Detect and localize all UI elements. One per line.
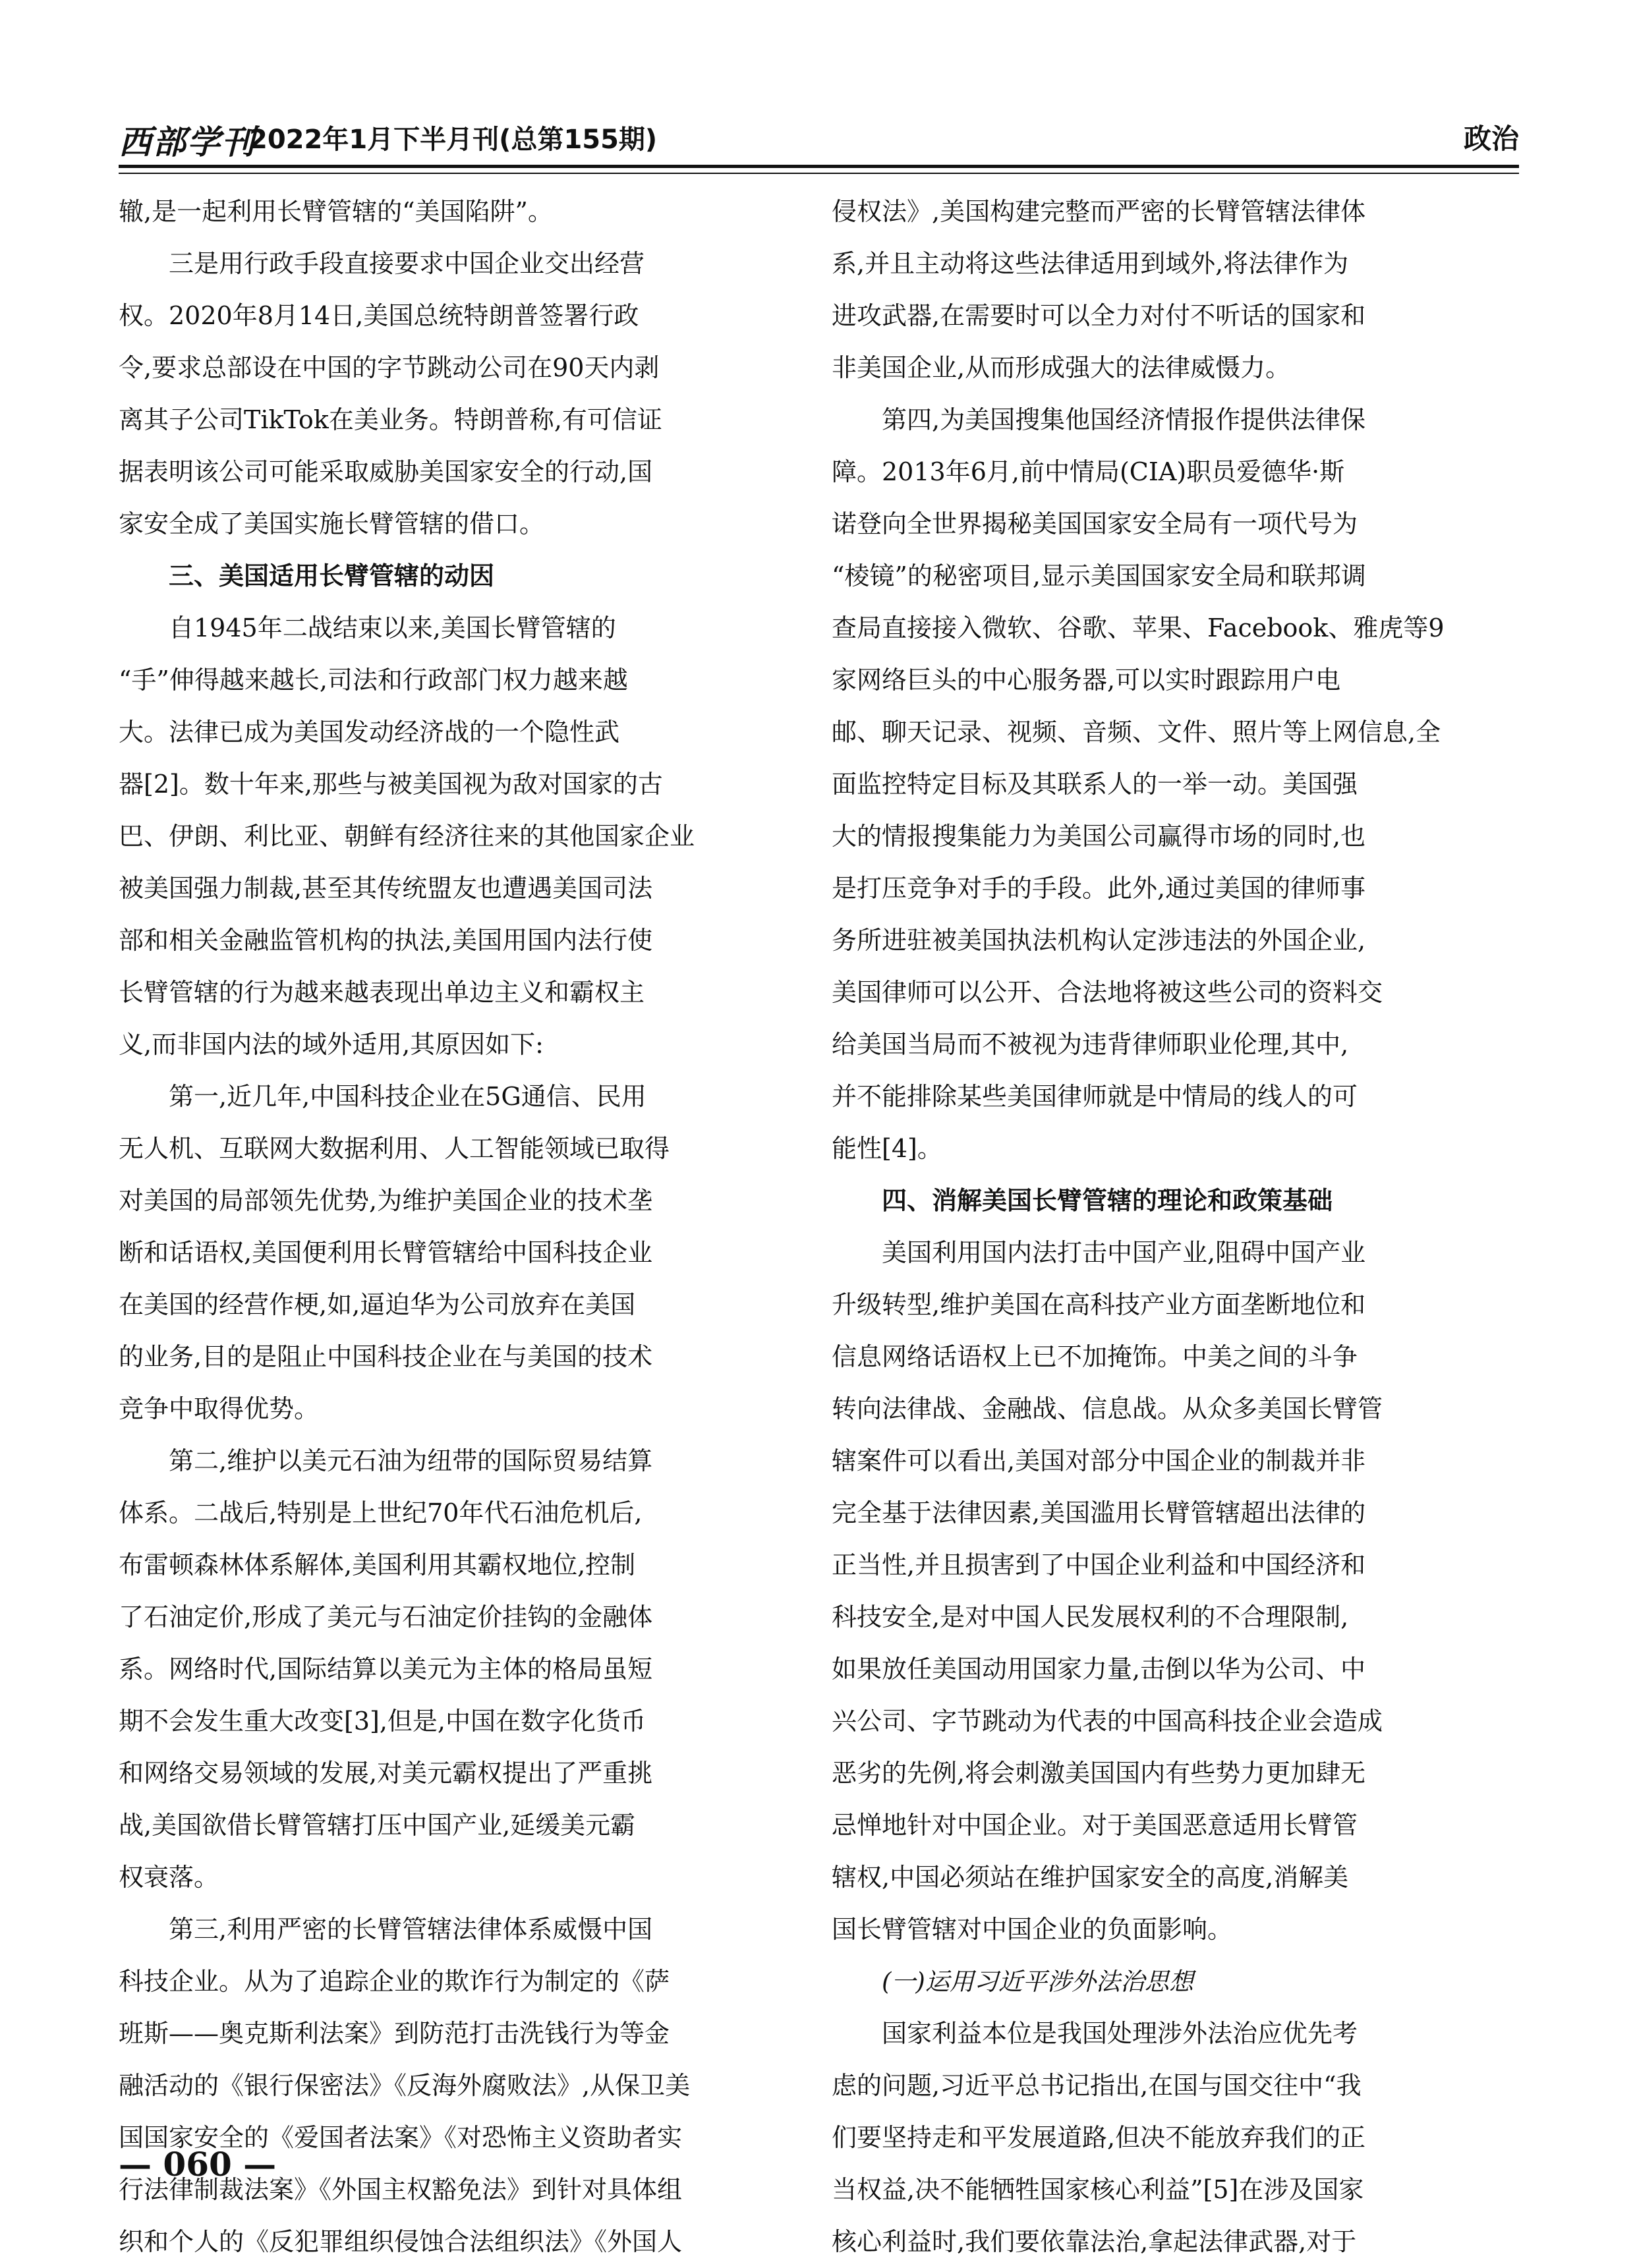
text-line: 是打压竞争对手的手段。此外,通过美国的律师事: [832, 874, 1366, 903]
text-line: 三是用行政手段直接要求中国企业交出经营: [169, 249, 645, 278]
text-line: 长臂管辖的行为越来越表现出单边主义和霸权主: [119, 978, 645, 1007]
text-line: 并不能排除某些美国律师就是中情局的线人的可: [832, 1082, 1358, 1111]
text-line: 系,并且主动将这些法律适用到域外,将法律作为: [832, 249, 1349, 278]
text-line: 的业务,目的是阻止中国科技企业在与美国的技术: [119, 1342, 653, 1371]
text-line: 第二,维护以美元石油为纽带的国际贸易结算: [169, 1446, 653, 1475]
text-line: 第一,近几年,中国科技企业在5G通信、民用: [169, 1082, 646, 1111]
text-line: 义,而非国内法的域外适用,其原因如下:: [119, 1030, 544, 1059]
text-line: 被美国强力制裁,甚至其传统盟友也遭遇美国司法: [119, 874, 653, 903]
text-line: 布雷顿森林体系解体,美国利用其霸权地位,控制: [119, 1550, 636, 1579]
text-line: 面监控特定目标及其联系人的一举一动。美国强: [832, 770, 1358, 799]
text-line: 自1945年二战结束以来,美国长臂管辖的: [169, 613, 616, 642]
text-line: 大的情报搜集能力为美国公司赢得市场的同时,也: [832, 822, 1366, 851]
text-line: 系。网络时代,国际结算以美元为主体的格局虽短: [119, 1655, 653, 1684]
text-line: 班斯——奥克斯利法案》到防范打击洗钱行为等金: [119, 2019, 670, 2048]
text-line: 第三,利用严密的长臂管辖法律体系威慑中国: [169, 1915, 653, 1944]
text-line: 完全基于法律因素,美国滥用长臂管辖超出法律的: [832, 1498, 1366, 1527]
issue-info: 2022年1月下半月刊(总第155期): [249, 125, 658, 155]
text-line: 融活动的《银行保密法》《反海外腐败法》,从保卫美: [119, 2071, 691, 2100]
text-line: 虑的问题,习近平总书记指出,在国与国交往中“我: [832, 2071, 1362, 2100]
text-line: 美国利用国内法打击中国产业,阻碍中国产业: [882, 1238, 1366, 1267]
text-line: 恶劣的先例,将会刺激美国国内有些势力更加肆无: [832, 1759, 1366, 1788]
text-line: 第四,为美国搜集他国经济情报作提供法律保: [882, 405, 1366, 434]
text-line: 辖权,中国必须站在维护国家安全的高度,消解美: [832, 1863, 1349, 1892]
header-rule-thick: [119, 165, 1519, 168]
text-line: 令,要求总部设在中国的字节跳动公司在90天内剥: [119, 353, 660, 382]
text-line: 大。法律已成为美国发动经济战的一个隐性武: [119, 718, 620, 747]
text-line: 非美国企业,从而形成强大的法律威慑力。: [832, 353, 1291, 382]
text-line: 升级转型,维护美国在高科技产业方面垄断地位和: [832, 1290, 1366, 1319]
text-line: 体系。二战后,特别是上世纪70年代石油危机后,: [119, 1498, 643, 1527]
text-line: 权衰落。: [119, 1863, 219, 1892]
text-line: “手”伸得越来越长,司法和行政部门权力越来越: [119, 666, 628, 695]
left-column: [119, 186, 794, 2268]
text-line: 转向法律战、金融战、信息战。从众多美国长臂管: [832, 1394, 1383, 1423]
text-line: 侵权法》,美国构建完整而严密的长臂管辖法律体: [832, 197, 1366, 226]
text-line: 核心利益时,我们要依靠法治,拿起法律武器,对于: [832, 2227, 1357, 2256]
text-line: 们要坚持走和平发展道路,但决不能放弃我们的正: [832, 2123, 1366, 2152]
text-line: 当权益,决不能牺牲国家核心利益”[5]在涉及国家: [832, 2175, 1364, 2204]
text-line: 务所进驻被美国执法机构认定涉违法的外国企业,: [832, 926, 1366, 955]
text-line: 给美国当局而不被视为违背律师职业伦理,其中,: [832, 1030, 1349, 1059]
text-line: “棱镜”的秘密项目,显示美国国家安全局和联邦调: [832, 561, 1366, 590]
text-line: 障。2013年6月,前中情局(CIA)职员爱德华·斯: [832, 457, 1345, 486]
subsection-heading: (一)运用习近平涉外法治思想: [882, 1968, 1193, 1996]
text-line: 国长臂管辖对中国企业的负面影响。: [832, 1915, 1233, 1944]
section-tag: 政治: [1463, 123, 1519, 155]
text-line: 部和相关金融监管机构的执法,美国用国内法行使: [119, 926, 653, 955]
text-line: 进攻武器,在需要时可以全力对付不听话的国家和: [832, 301, 1366, 330]
section-heading: 三、美国适用长臂管辖的动因: [169, 561, 495, 590]
text-line: 诺登向全世界揭秘美国国家安全局有一项代号为: [832, 509, 1358, 538]
section-heading: 四、消解美国长臂管辖的理论和政策基础: [882, 1186, 1333, 1215]
text-line: 科技安全,是对中国人民发展权利的不合理限制,: [832, 1602, 1349, 1631]
right-column: [832, 186, 1519, 2268]
journal-logo: 西部学刊: [119, 123, 256, 161]
text-line: 了石油定价,形成了美元与石油定价挂钩的金融体: [119, 1602, 653, 1631]
page-number: — 060 —: [119, 2145, 277, 2184]
text-line: 信息网络话语权上已不加掩饰。中美之间的斗争: [832, 1342, 1358, 1371]
text-line: 正当性,并且损害到了中国企业利益和中国经济和: [832, 1550, 1366, 1579]
text-line: 断和话语权,美国便利用长臂管辖给中国科技企业: [119, 1238, 653, 1267]
text-line: 兴公司、字节跳动为代表的中国高科技企业会造成: [832, 1707, 1383, 1736]
text-line: 无人机、互联网大数据利用、人工智能领域已取得: [119, 1134, 670, 1163]
text-line: 辖案件可以看出,美国对部分中国企业的制裁并非: [832, 1446, 1366, 1475]
text-line: 器[2]。数十年来,那些与被美国视为敌对国家的古: [119, 770, 663, 799]
text-line: 科技企业。从为了追踪企业的欺诈行为制定的《萨: [119, 1967, 670, 1996]
text-line: 巴、伊朗、利比亚、朝鲜有经济往来的其他国家企业: [119, 822, 695, 851]
text-line: 辙,是一起利用长臂管辖的“美国陷阱”。: [119, 197, 553, 226]
text-line: 国国家安全的《爱国者法案》《对恐怖主义资助者实: [119, 2123, 683, 2152]
text-line: 家网络巨头的中心服务器,可以实时跟踪用户电: [832, 666, 1341, 695]
text-line: 期不会发生重大改变[3],但是,中国在数字化货币: [119, 1707, 646, 1736]
text-line: 战,美国欲借长臂管辖打压中国产业,延缓美元霸: [119, 1811, 636, 1840]
text-line: 国家利益本位是我国处理涉外法治应优先考: [882, 2019, 1358, 2048]
text-line: 在美国的经营作梗,如,逼迫华为公司放弃在美国: [119, 1290, 636, 1319]
text-line: 和网络交易领域的发展,对美元霸权提出了严重挑: [119, 1759, 653, 1788]
text-line: 据表明该公司可能采取威胁美国家安全的行动,国: [119, 457, 653, 486]
header-rule-thin: [119, 173, 1519, 174]
text-line: 离其子公司TikTok在美业务。特朗普称,有可信证: [119, 405, 662, 434]
text-line: 能性[4]。: [832, 1134, 942, 1163]
text-line: 如果放任美国动用国家力量,击倒以华为公司、中: [832, 1655, 1366, 1684]
text-line: 行法律制裁法案》《外国主权豁免法》到针对具体组: [119, 2175, 683, 2204]
text-line: 忌惮地针对中国企业。对于美国恶意适用长臂管: [832, 1811, 1358, 1840]
text-line: 查局直接接入微软、谷歌、苹果、Facebook、雅虎等9: [832, 613, 1445, 642]
text-line: 邮、聊天记录、视频、音频、文件、照片等上网信息,全: [832, 718, 1441, 747]
text-line: 美国律师可以公开、合法地将被这些公司的资料交: [832, 978, 1383, 1007]
text-line: 权。2020年8月14日,美国总统特朗普签署行政: [119, 301, 639, 330]
running-header: [119, 116, 1519, 163]
text-line: 对美国的局部领先优势,为维护美国企业的技术垄: [119, 1186, 653, 1215]
text-line: 竞争中取得优势。: [119, 1394, 320, 1423]
text-line: 家安全成了美国实施长臂管辖的借口。: [119, 509, 545, 538]
text-line: 织和个人的《反犯罪组织侵蚀合法组织法》《外国人: [119, 2227, 683, 2256]
